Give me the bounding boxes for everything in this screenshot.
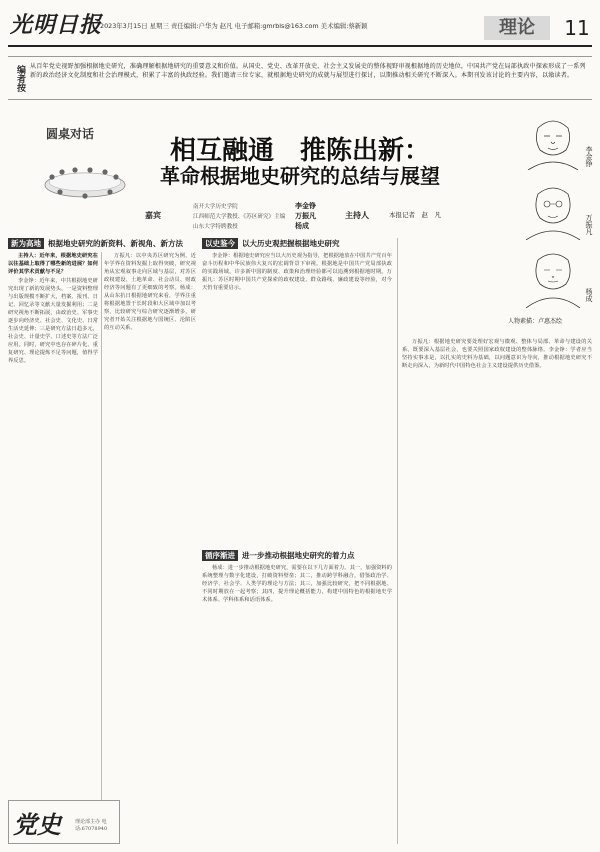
moderator-question: 主持人：近年来，根据地史研究在以往基础上取得了哪些新的进展？如何评价其学术贡献与不足？ (8, 253, 98, 275)
column-text: 李金铮：根据地史研究应当以大历史观为指导，把根据地放在中国共产党百年奋斗历程和中华民族伟大复兴的宏阔背景下审视。根据地是中国共产党局部执政的实践场域，许多新中国的制度、政策和治理经验都可以追溯到根据地时期。万振凡：苏区时期中国共产党探索的政权建设、群众路线、廉政建设等经验，对今天仍有重要启示。 (202, 253, 392, 291)
guest-name: 万振凡 (295, 212, 316, 220)
guests-host-row (145, 196, 545, 234)
portrait-name: 杨成 (585, 288, 593, 302)
column-text: 李金铮：近年来，中共根据地史研究出现了新的发展势头。一是资料整理与出版规模不断扩大，档案、报刊、日记、回忆录等文献大量发掘利用；二是研究视角不断拓展，由政治史、军事史逐步向经济史、社会史、文化史、日常生活史延伸；三是研究方法日趋多元，社会史、计量史学、口述史等方法广泛应用。同时，研究中也存在碎片化、重复研究、理论提炼不足等问题，值得学界反思。 (8, 278, 98, 364)
page-number: 11 (564, 16, 590, 40)
guest-name: 杨成 (295, 222, 309, 230)
article-column-3 (202, 252, 392, 542)
section-title: 根据地史研究的新资料、新视角、新方法 (48, 239, 183, 248)
section-heading-2 (202, 238, 392, 250)
guest-names (295, 201, 316, 231)
section-heading-3 (202, 550, 392, 562)
guest-name: 李金铮 (295, 202, 316, 210)
section-tag: 以史鉴今 (202, 238, 238, 249)
section-tag: 新为高地 (8, 238, 44, 249)
newspaper-logo: 光明日报 (10, 12, 103, 38)
article-column-5 (402, 338, 592, 844)
column-logo-subtext: 理论部主办 电话:67078940 (75, 819, 108, 832)
guests-label: 嘉宾 (145, 211, 161, 220)
portrait-sketch-icon (518, 110, 588, 170)
section-tab: 理论 (484, 16, 550, 40)
headline-line-2: 革命根据地史研究的总结与展望 (160, 164, 440, 188)
headline-line-1: 相互融通 推陈出新： (169, 136, 430, 166)
section-title: 进一步推动根据地史研究的着力点 (242, 551, 355, 560)
editor-note (8, 56, 592, 100)
guest-title: 南开大学历史学院 (193, 204, 238, 210)
article-column-4 (202, 564, 392, 844)
section-heading-1 (8, 238, 196, 250)
column-divider (397, 238, 398, 844)
roundtable-badge: 圆桌对话 (46, 127, 95, 141)
guest-title: 江西师范大学教授、《苏区研究》主编 (193, 214, 286, 220)
top-rule (8, 45, 592, 47)
guest-title: 山东大学特聘教授 (193, 224, 238, 230)
column-text: 万振凡：根据地史研究要处理好宏观与微观、整体与局部、革命与建设的关系，既要深入基层社会，也要关照国家政权建设的整体脉络。李金铮：学者应当坚持实事求是，以扎实的史料为基础，以问题意识为导向，推动根据地史研究不断走向深入，为新时代中国特色社会主义建设提供历史借鉴。 (402, 339, 592, 369)
column-text: 杨成：进一步推动根据地史研究，需要在以下几方面着力。其一，加强资料的系统整理与数字化建设，打破资料壁垒；其二，推动跨学科融合，借鉴政治学、经济学、社会学、人类学的理论与方法；其三，加强比较研究，把不同根据地、不同时期放在一起考察；其四，提升理论概括能力，构建中国特色的根据地史学术体系、学科体系和话语体系。 (202, 565, 392, 603)
portrait-name: 万振凡 (585, 214, 593, 235)
issue-meta: 2023年3月15日 星期三 责任编辑:户华为 赵凡 电子邮箱:gmrbls@163.com 美术编辑:蔡新颖 (100, 22, 368, 30)
host-label: 主持人 (345, 211, 369, 220)
illustration-credit: 人物素描：卢惠杰绘 (508, 318, 563, 325)
masthead (0, 0, 600, 50)
portrait-name: 李金铮 (585, 146, 593, 167)
party-history-column-logo (8, 800, 120, 844)
column-divider (101, 252, 102, 844)
section-title: 以大历史观把握根据地史研究 (242, 239, 340, 248)
portrait-sketch-icon (518, 180, 588, 240)
column-text: 万振凡：以中央苏区研究为例，近年学界在资料发掘上取得突破，研究视角从宏观叙事走向区域与基层，对苏区政权建设、土地革命、社会动员、财政经济等问题有了更细致的考察。杨成：从山东抗日根据地研究来看，学界注重将根据地置于长时段和大区域中加以考察，比较研究与综合研究逐渐增多，研究者开始关注根据地与国统区、沦陷区的互动关系。 (104, 253, 196, 331)
section-tag: 循序渐进 (202, 550, 238, 561)
article-column-1 (8, 252, 98, 800)
editor-note-label: 编者按 (15, 65, 25, 92)
host-info: 本报记者 赵 凡 (389, 211, 441, 219)
guest-titles (193, 202, 285, 232)
editor-note-text: 从百年党史视野加强根据地史研究，准确理解根据地研究的重要意义和价值。从国史、党史、改革开放史、社会主义发展史的整体视野审视根据地的历史地位，中国共产党在局部执政中探索形成了一系列新的政治经济文化制度和社会治理模式，积累了丰富的执政经验。我们邀请三位专家，就根据地史研究的成就与展望进行探讨，以期推动相关研究不断深入。本期刊发该讨论的主要内容，以飨读者。 (30, 63, 586, 79)
column-logo-text: 党史 (13, 810, 61, 839)
article-column-2 (104, 252, 196, 852)
article-body (8, 238, 592, 844)
